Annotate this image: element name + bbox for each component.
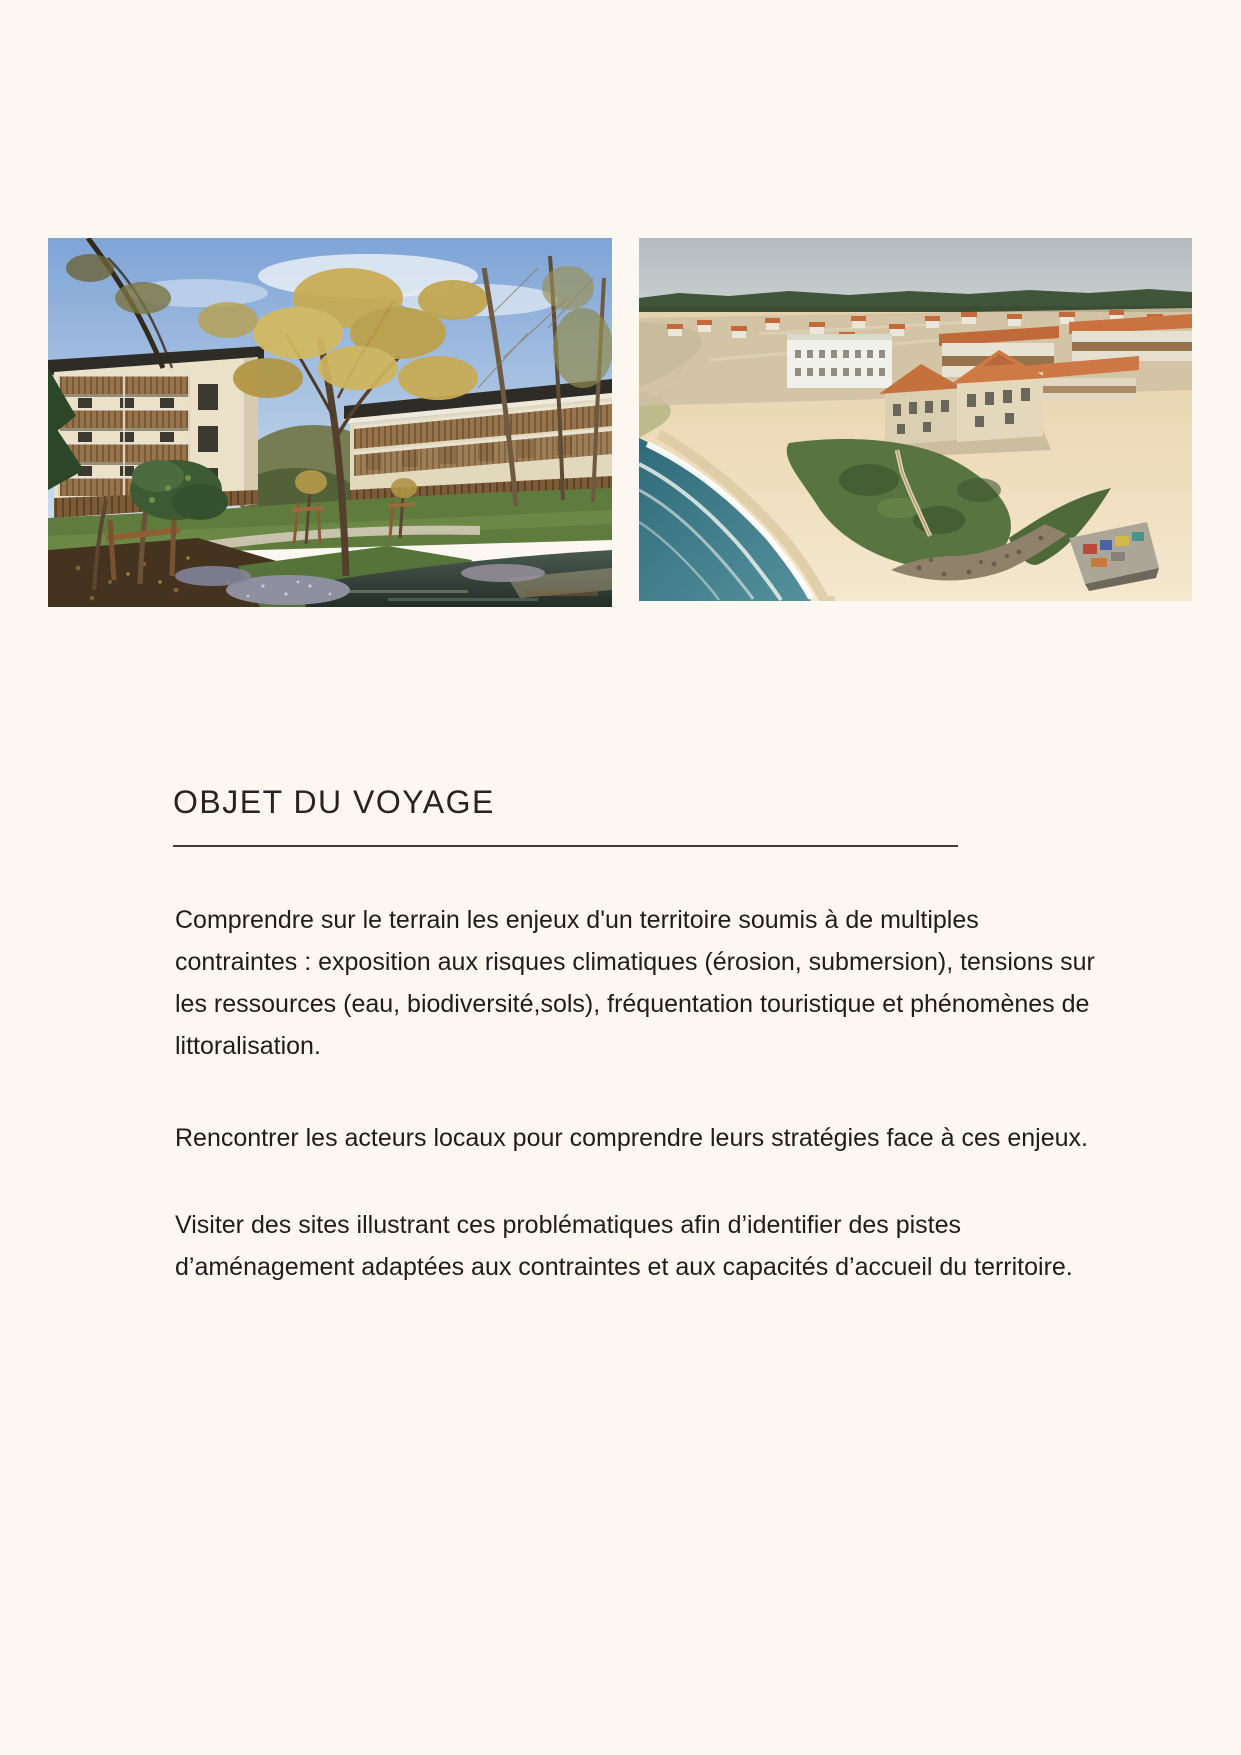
title-underline (173, 845, 958, 847)
paragraph-objectives-2 (175, 1117, 1135, 1159)
text-line: Comprendre sur le terrain les enjeux d'un territoire soumis à de multiples (175, 906, 979, 934)
text-line: d’aménagement adaptées aux contraintes et aux capacités d’accueil du territoire. (175, 1253, 1073, 1281)
paragraph-objectives-3 (175, 1204, 1135, 1288)
text-line: les ressources (eau, biodiversité,sols), fréquentation touristique et phénomènes de (175, 990, 1090, 1018)
photo-residence-autumn (48, 238, 612, 607)
text-line: contraintes : exposition aux risques climatiques (érosion, submersion), tensions sur (175, 948, 1095, 976)
text-line: Rencontrer les acteurs locaux pour comprendre leurs stratégies face à ces enjeux. (175, 1124, 1088, 1152)
paragraph-objectives-1 (175, 899, 1135, 1067)
text-line: littoralisation. (175, 1032, 321, 1060)
residence-photo-illustration (48, 238, 612, 607)
coastal-photo-illustration (639, 238, 1192, 601)
section-title: OBJET DU VOYAGE (173, 784, 495, 820)
photo-coastal-aerial (639, 238, 1192, 601)
text-line: Visiter des sites illustrant ces problématiques afin d’identifier des pistes (175, 1211, 962, 1239)
